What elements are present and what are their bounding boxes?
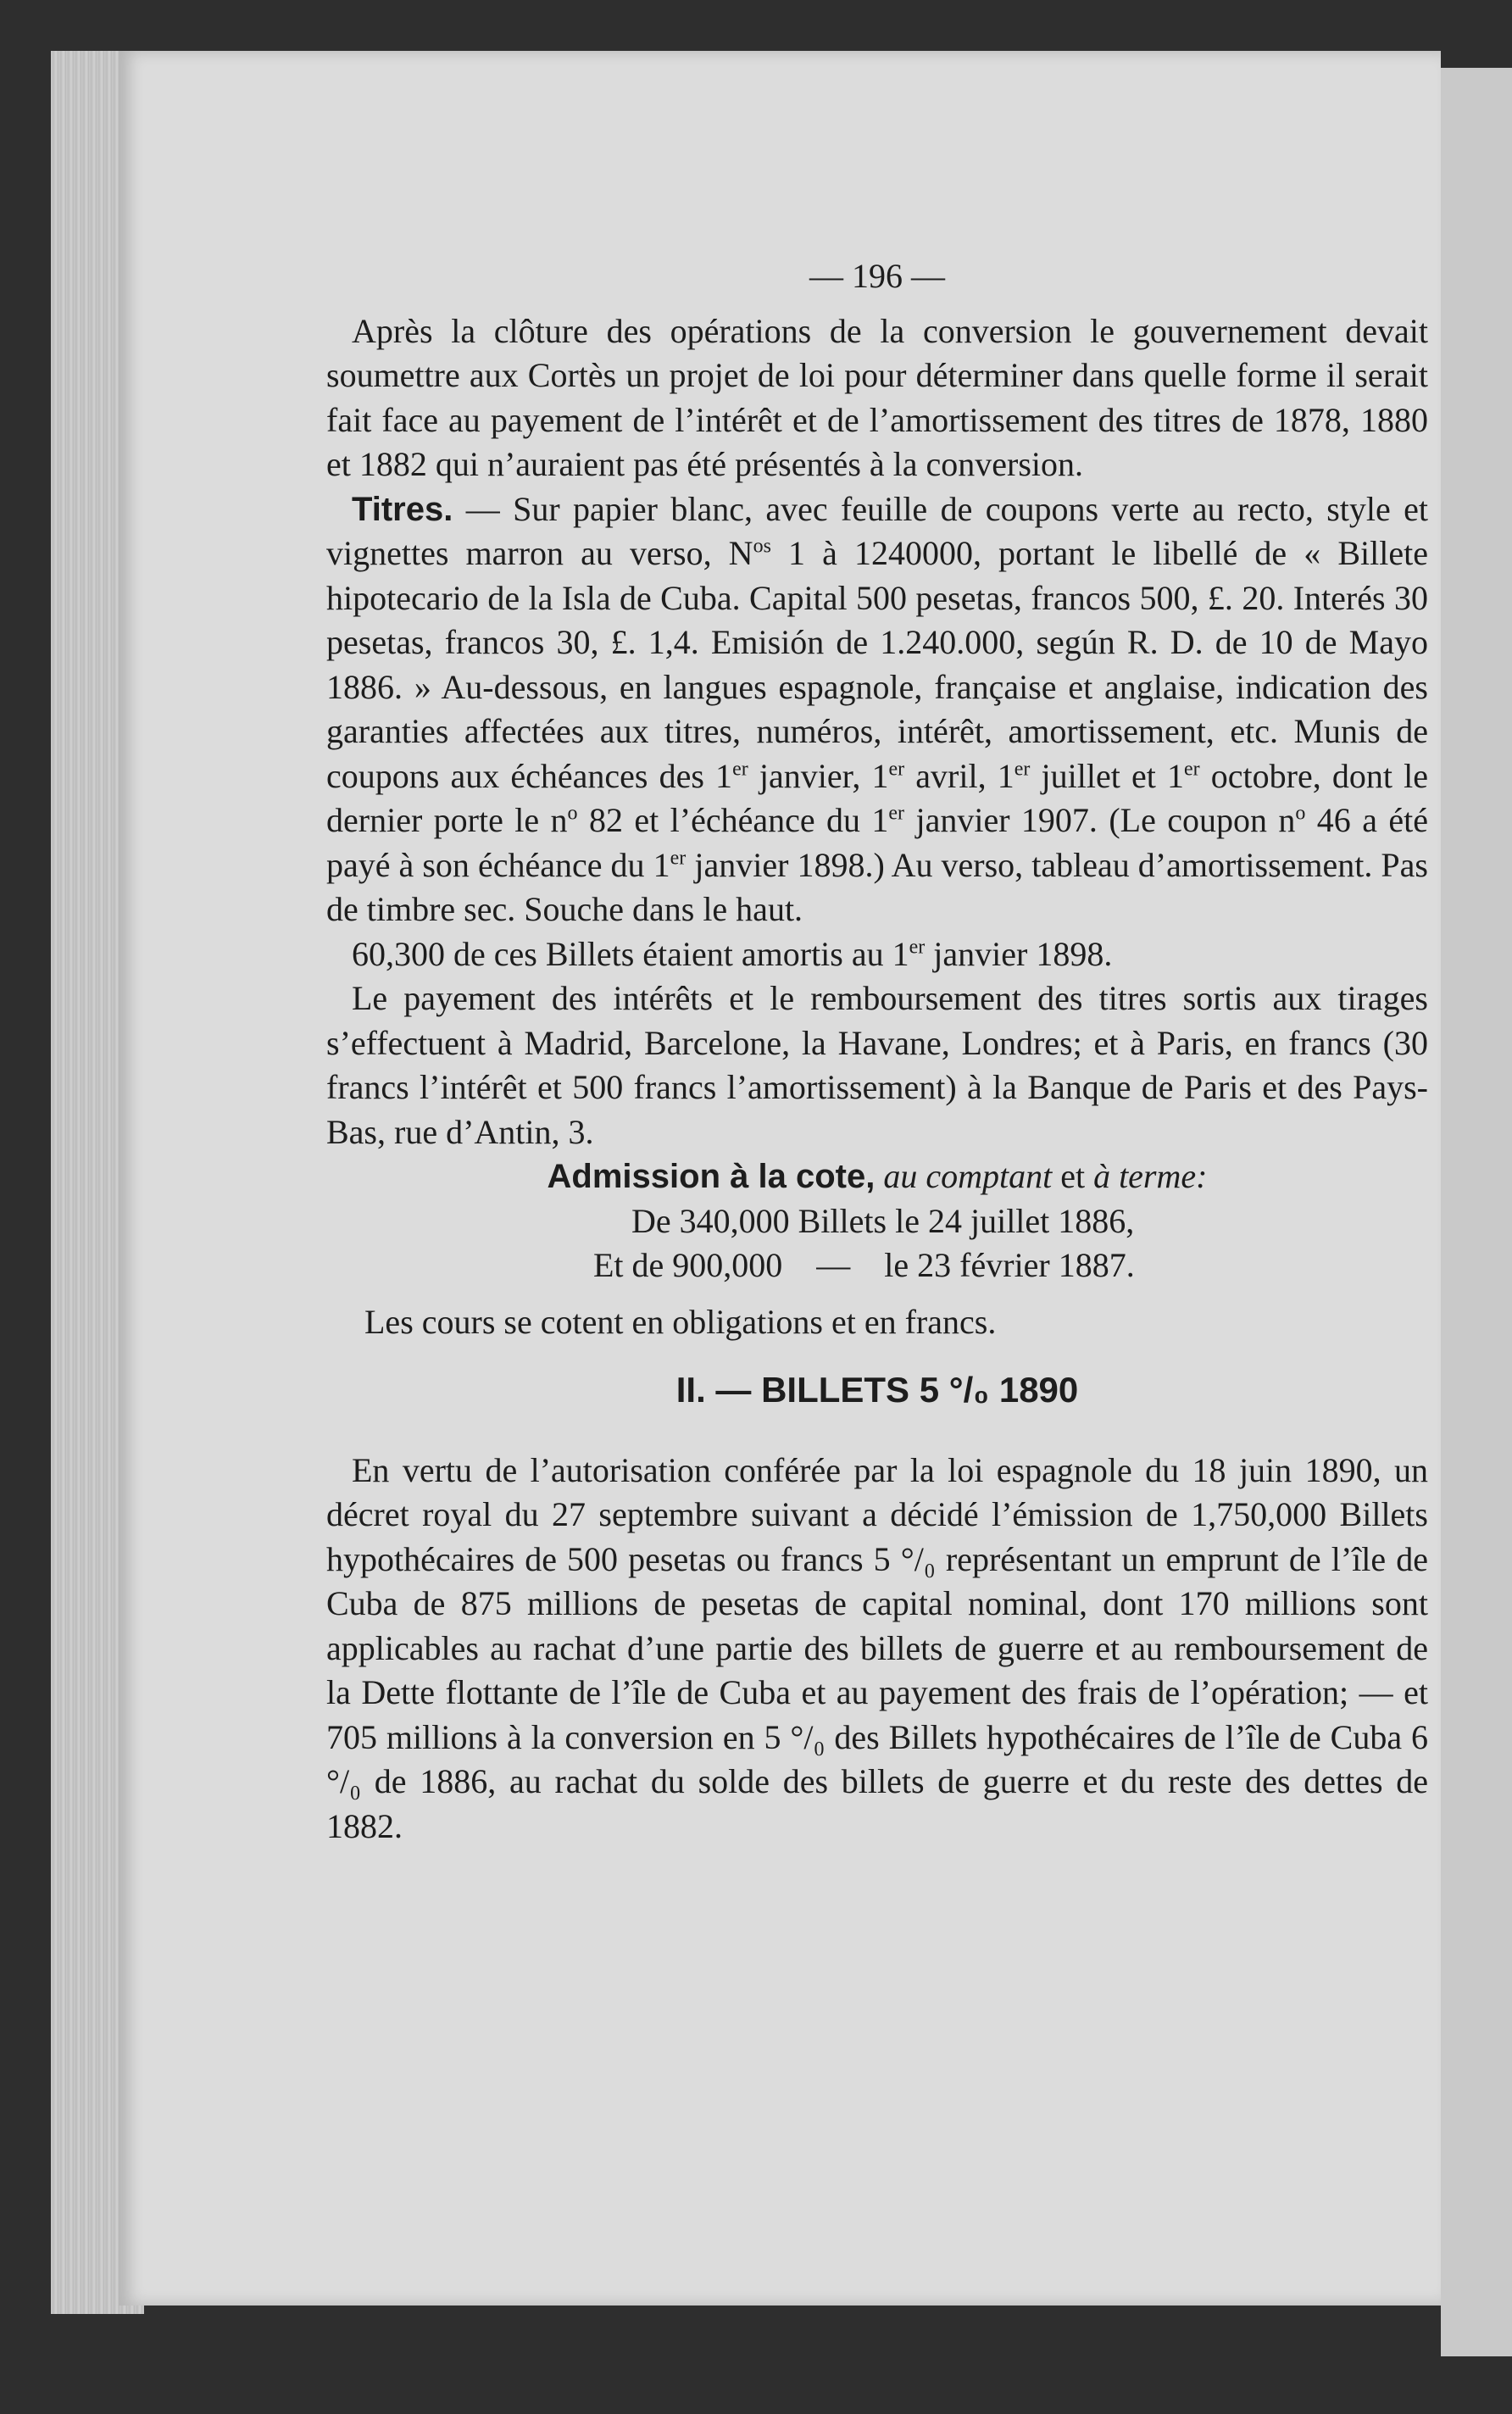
- titres-text-1: — Sur papier blanc, avec feuille de coupons verte au recto, style et vignettes marron au verso, N: [326, 489, 1428, 572]
- titres-text-3: janvier, 1: [748, 756, 889, 795]
- titres-text-6: octobre, dont le dernier porte le n: [326, 756, 1429, 839]
- titres-text-7: 82 et l’échéance du 1: [577, 801, 889, 839]
- paragraph-payement: Le payement des intérêts et le remboursement des titres sortis aux tirages s’effectuent à Madrid, Barcelone, la Havane, Londres; et à Paris, en francs (30 francs l’intérêt et 500 francs l’amortissement) à la Banque de Paris et des Pays-Bas, rue d’Antin, 3.: [326, 979, 1428, 1151]
- admission-title-italic-1: au comptant: [883, 1157, 1053, 1195]
- titres-nos-sup: os: [753, 535, 771, 558]
- admission-title-bold: Admission à la cote,: [547, 1158, 876, 1195]
- admission-heading: [326, 1154, 1428, 1199]
- admission-title-mid: et: [1052, 1157, 1094, 1195]
- sup-o: o: [1295, 802, 1306, 825]
- paragraph-vertu: En vertu de l’autorisation conférée par la loi espagnole du 18 juin 1890, un décret royal du 27 septembre suivant a décidé l’émission de 1,750,000 Billets hypothécaires de 500 pesetas ou francs 5 °/₀ représentant un emprunt de l’île de Cuba de 875 millions de pesetas de capital nominal, dont 170 millions sont applicables au rachat d’une partie des billets de guerre et au remboursement de la Dette flottante de l’île de Cuba et au payement des frais de l’opération; — et 705 millions à la conversion en 5 °/₀ des Billets hypothécaires de l’île de Cuba 6 °/₀ de 1886, au rachat du solde des billets de guerre et du reste des dettes de 1882.: [326, 1450, 1428, 1845]
- sup-er: er: [732, 758, 748, 781]
- titres-text-8: janvier 1907. (Le coupon n: [904, 801, 1296, 839]
- page-number: — 196 —: [809, 257, 945, 295]
- titres-text-4: avril, 1: [904, 756, 1014, 795]
- paragraph-titres: [326, 487, 1428, 932]
- amortis-text-2: janvier 1898.: [925, 934, 1113, 973]
- sup-er: er: [888, 802, 905, 825]
- spacer: [326, 1288, 1428, 1300]
- adjacent-page-edge: [1441, 68, 1512, 2356]
- admission-line-2-text: Et de 900,000 — le 23 février 1887.: [593, 1246, 1135, 1284]
- sup-er: er: [1184, 758, 1200, 781]
- titres-text-2: 1 à 1240000, portant le libellé de « Billete hipotecario de la Isla de Cuba. Capital 500 pesetas, francos 500, £. 20. Interés 30 pesetas, francos 30, £. 1,4. Emisión de 1.240.000, según R. D. de 10 de Mayo 1886. » Au-dessous, en langues espagnole, française et anglaise, indication des garanties affectées aux titres, numéros, intérêt, amortissement, etc. Munis de coupons aux échéances des 1: [326, 534, 1429, 795]
- sup-er: er: [1014, 758, 1031, 781]
- sup-o: o: [567, 802, 578, 825]
- titres-text-5: juillet et 1: [1030, 756, 1184, 795]
- titres-label: Titres.: [352, 490, 453, 528]
- sup-er: er: [888, 758, 905, 781]
- sup-er: er: [670, 847, 687, 870]
- admission-title-italic-2: à terme:: [1093, 1157, 1208, 1195]
- admission-line-1: De 340,000 Billets le 24 juillet 1886,: [631, 1201, 1135, 1240]
- sup-er: er: [909, 936, 926, 959]
- paragraph-amortis: [326, 932, 1428, 977]
- section-title: II. — BILLETS 5 °/₀ 1890: [675, 1370, 1079, 1410]
- admission-line-2: [326, 1243, 1428, 1288]
- amortis-text-1: 60,300 de ces Billets étaient amortis au 1: [352, 934, 909, 973]
- titres-text-10: janvier 1898.) Au verso, tableau d’amortissement. Pas de timbre sec. Souche dans le haut.: [326, 845, 1428, 928]
- paragraph-courses: Les cours se cotent en obligations et en francs.: [364, 1302, 997, 1341]
- titres-text-9: 46 a été payé à son échéance du 1: [326, 801, 1428, 884]
- page-text: [326, 254, 1428, 1849]
- paragraph-conversion: Après la clôture des opérations de la conversion le gouvernement devait soumettre aux Cortès un projet de loi pour déterminer dans quelle forme il serait fait face au payement de l’intérêt et de l’amortissement des titres de 1878, 1880 et 1882 qui n’auraient pas été présentés à la conversion.: [326, 311, 1428, 483]
